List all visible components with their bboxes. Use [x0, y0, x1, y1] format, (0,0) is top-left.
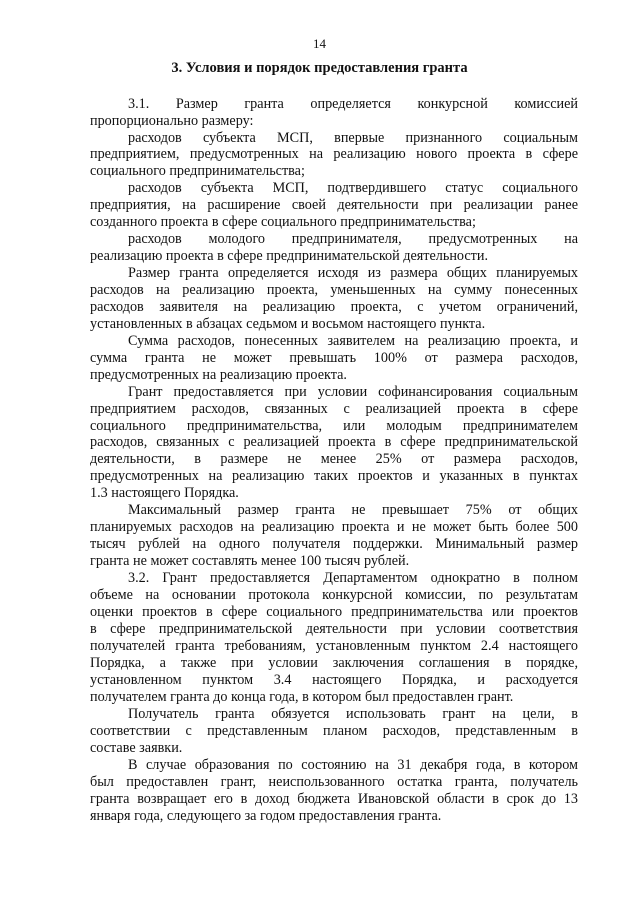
text-line: созданного проекта в сфере социального предпринимательства; [90, 214, 476, 230]
text-line: тысяч рублей на одного получателя поддержки. Минимальный размер [90, 536, 578, 552]
text-line: был предоставлен грант, неиспользованного остатка гранта, получатель [90, 774, 578, 790]
text-line: расходов заявителя на реализацию проекта, с учетом ограничений, [90, 299, 578, 315]
text-line: социального предпринимательства, или молодым предпринимателем [90, 418, 578, 434]
text-line: социального предпринимательства; [90, 163, 305, 179]
text-line: в сфере предпринимательской деятельности при условии соответствия [90, 621, 578, 637]
text-line: предприятия, на расширение своей деятельности при реализации ранее [90, 197, 578, 213]
text-line: 3.1. Размер гранта определяется конкурсной комиссией [128, 96, 578, 112]
text-line: 1.3 настоящего Порядка. [90, 485, 239, 501]
text-line: Сумма расходов, понесенных заявителем на реализацию проекта, и [128, 333, 578, 349]
text-line: пропорционально размеру: [90, 113, 254, 129]
text-line: соответствии с представленным планом расходов, представленным в [90, 723, 578, 739]
text-line: Получатель гранта обязуется использовать грант на цели, в [128, 706, 578, 722]
text-line: получателей гранта требованиям, установленным пунктом 2.4 настоящего [90, 638, 578, 654]
text-line: Размер гранта определяется исходя из размера общих планируемых [128, 265, 578, 281]
text-line: расходов субъекта МСП, впервые признанного социальным [128, 130, 578, 146]
text-line: Порядка, а также при условии заключения соглашения в порядке, [90, 655, 578, 671]
text-line: 3.2. Грант предоставляется Департаментом однократно в полном [128, 570, 578, 586]
text-line: предприятием, предусмотренных на реализацию нового проекта в сфере [90, 146, 578, 162]
text-line: получателем гранта до конца года, в котором был предоставлен грант. [90, 689, 514, 705]
text-line: января года, следующего за годом предоставления гранта. [90, 808, 442, 824]
text-line: предусмотренных на реализацию таких проектов и указанных в пунктах [90, 468, 578, 484]
text-line: Грант предоставляется при условии софинансирования социальным [128, 384, 578, 400]
page-number: 14 [313, 36, 326, 51]
text-line: расходов субъекта МСП, подтвердившего статус социального [128, 180, 578, 196]
text-line: установленном пунктом 3.4 настоящего Порядка, и расходуется [90, 672, 578, 688]
text-line: расходов на реализацию проекта, уменьшенных на сумму понесенных [90, 282, 578, 298]
text-line: составе заявки. [90, 740, 183, 756]
text-line: установленных в абзацах седьмом и восьмом настоящего пункта. [90, 316, 486, 332]
section-heading: 3. Условия и порядок предоставления гранта [171, 60, 468, 76]
text-line: объеме на основании протокола конкурсной комиссии, по результатам [90, 587, 578, 603]
text-line: гранта возвращает его в доход бюджета Ивановской области в срок до 13 [90, 791, 578, 807]
text-line: планируемых расходов на реализацию проекта и не может быть более 500 [90, 519, 578, 535]
text-line: В случае образования по состоянию на 31 декабря года, в котором [128, 757, 578, 773]
text-line: гранта не может составлять менее 100 тысяч рублей. [90, 553, 410, 569]
text-line: оценки проектов в сфере социального предпринимательства или проектов [90, 604, 578, 620]
text-line: предусмотренных на реализацию проекта. [90, 367, 347, 383]
text-line: реализацию проекта в сфере предпринимательской деятельности. [90, 248, 489, 264]
text-line: предприятием расходов, связанных с реализацией проекта в сфере [90, 401, 578, 417]
text-line: Максимальный размер гранта не превышает 75% от общих [128, 502, 578, 518]
text-line: сумма гранта не может превышать 100% от размера расходов, [90, 350, 578, 366]
text-line: расходов, связанных с реализацией проекта в сфере предпринимательской [90, 434, 578, 450]
text-line: деятельности, в размере не менее 25% от размера расходов, [90, 451, 578, 467]
text-line: расходов молодого предпринимателя, предусмотренных на [128, 231, 578, 247]
